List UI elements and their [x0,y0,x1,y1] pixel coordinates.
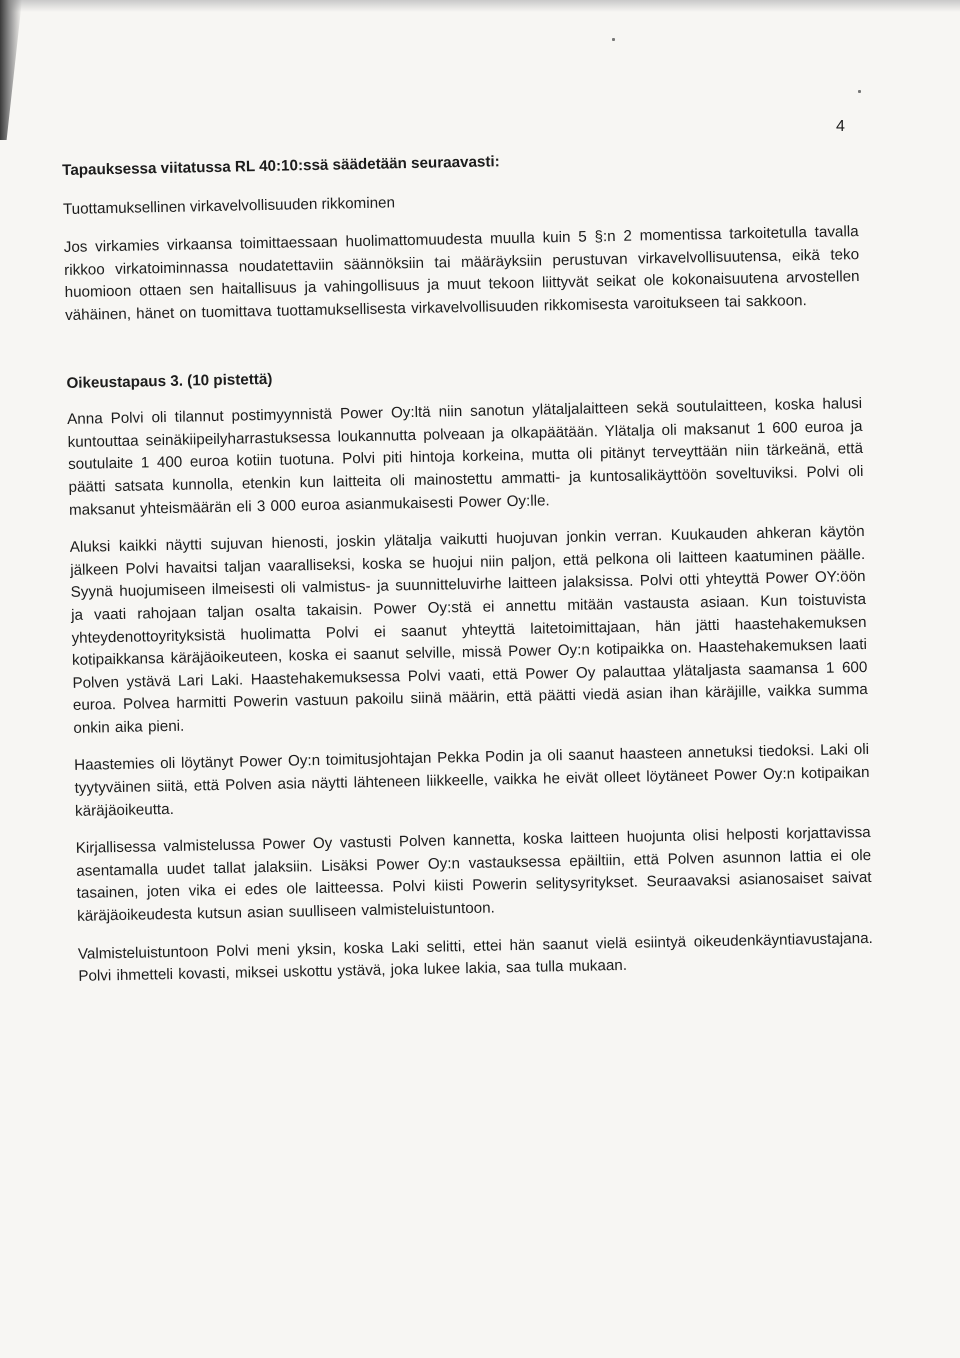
scan-speck [858,90,861,93]
case-heading: Oikeustapaus 3. (10 pistettä) [66,370,273,392]
case-paragraph-2: Aluksi kaikki näytti sujuvan hienosti, joskin ylätalja vaikutti huojuvan jonkin verran. Kuukauden ahkeran käytön jälkeen Polvi havaitsi taljan vaaralliseksi, koska se huojui niin paljon, että pelkona oli laitteen kaatuminen päälle. Syynä huojumiseen ilmeisesti oli valmistus- ja suunnitteluvirhe laitteen jalaksissa. Polvi otti yhteyttä Power OY:öön ja vaati rahojaan taljan osalta takaisin. Power Oy:stä ei annettu mitään vastausta asiaan. Kun toistuvista yhteydenottoyrityksistä huolimatta Polvi ei saanut yhteyttä laitetoimittajaan, hän jätti haastehakemuksen kotipaikkansa käräjäoikeuteen, koska ei saanut selville, missä Power Oy:n kotipaikka on. Haastehakemuksen laati Polven ystävä Lari Laki. Haastehakemuksessa Polvi vaati, että Power Oy palauttaa ylätaljasta saamansa 1 600 euroa. Polvea harmitti Powerin vastuun pakoilu siinä määrin, että päätti viedä asian ihan käräjille, vaikka summa onkin aika pieni. [69,523,868,737]
statute-heading: Tapauksessa viitatussa RL 40:10:ssä säädetään seuraavasti: [62,153,500,179]
statute-subheading: Tuottamuksellinen virkavelvollisuuden rikkominen [62,193,396,218]
scan-shadow-top [0,0,960,12]
case-paragraph-5: Valmisteluistuntoon Polvi meni yksin, koska Laki selitti, ettei hän saanut vielä esiintyä oikeudenkäyntiavustajana. Polvi ihmetteli kovasti, miksei uskottu ystävä, joka lukee lakia, saa tulla mukaan. [77,929,873,986]
document-body [62,144,874,1004]
scan-speck [612,38,615,41]
case-paragraph-1: Anna Polvi oli tilannut postimyynnistä Power Oy:ltä niin sanotun ylätaljalaitteen sekä soutulaitteen, koska halusi kuntouttaa seinäkiipeilyharrastuksessa loukannutta polveaan ja olkapäätään. Ylätalja oli maksanut 1 600 euroa ja soutulaite 1 400 euroa kotiin tuotuna. Polvi piti hintoja korkeina, mutta oli pitänyt terveyttään niin tärkeänä, että päätti satsata kunnolla, etenkin kun laitteita oli mainostettu ammatti- ja kuntosalikäyttöön soveltuviksi. Polvi oli maksanut yhteismäärän eli 3 000 euroa asianmukaisesti Power Oy:lle. [67,395,864,519]
case-paragraph-3: Haastemies oli löytänyt Power Oy:n toimitusjohtajan Pekka Podin ja oli saanut haasteen annetuksi tiedoksi. Laki oli tyytyväinen siitä, että Polven asia näytti lähteneen liikkeelle, vaikka he eivät olleet löytäneet Power Oy:n kotipaikan käräjäoikeutta. [73,741,870,820]
page-number: 4 [836,118,845,135]
statute-text: Jos virkamies virkaansa toimittaessaan huolimattomuudesta muulla kuin 5 §:n 2 momentissa tarkoitetulla tavalla rikkoo virkatoiminnassa noudatettaviin säännöksiin tai määräyksiin perustuvan virkavelvollisuutensa, eikä teko huomioon ottaen sen haitallisuus ja vahingollisuus ja muut tekoon liittyvät seikat ole kokonaisuutena arvostellen vähäinen, hänet on tuomittava tuottamuksellisesta virkavelvollisuuden rikkomisesta varoitukseen tai sakkoon. [63,223,860,324]
case-paragraph-4: Kirjallisessa valmistelussa Power Oy vastusti Polven kannetta, koska laitteen huojunta olisi helposti korjattavissa asentamalla uudet tallat jalaksiin. Lisäksi Power Oy:n vastauksessa epäiltiin, että Polven asunnon lattia ei ole tasainen, joten vika ei edes ole laitteessa. Polvi kiisti Powerin selitysyritykset. Seuraavaksi asianosaiset saivat käräjäoikeudesta kutsun asian suulliseen valmisteluistuntoon. [75,824,872,925]
scan-shadow-left [0,0,22,140]
